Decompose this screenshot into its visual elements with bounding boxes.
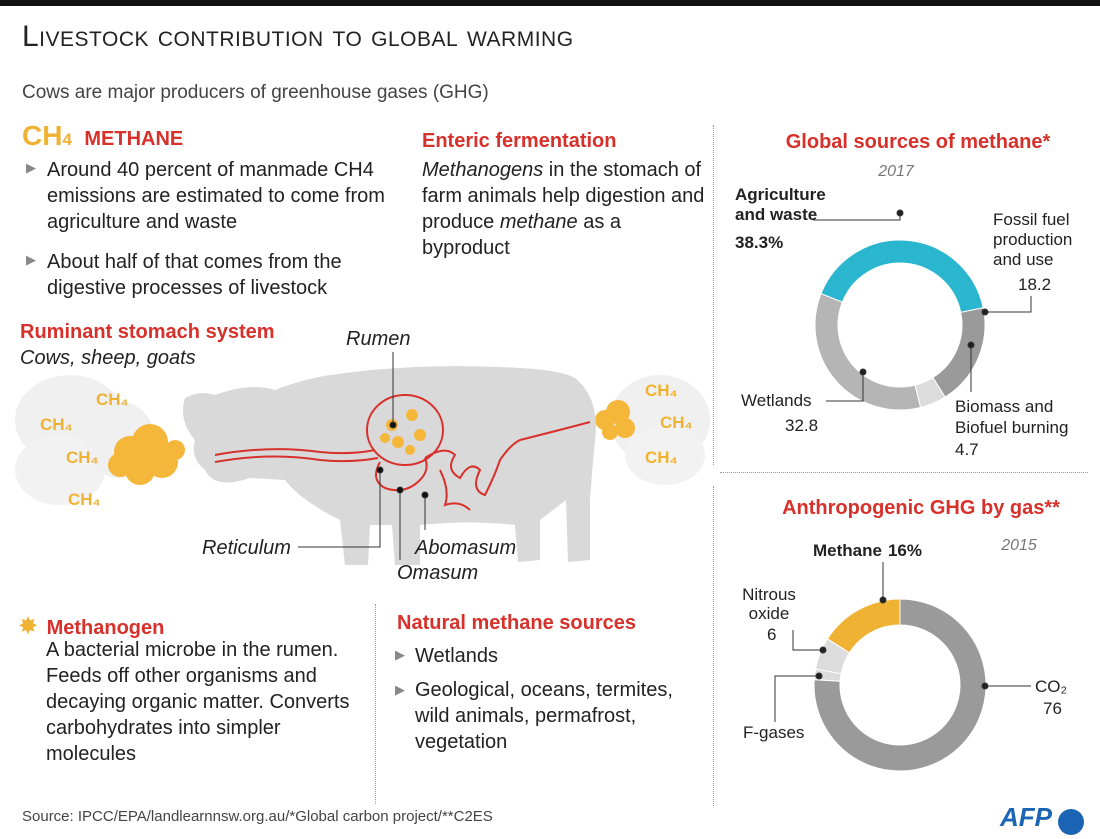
chart1-slice-wetlands — [815, 294, 921, 410]
ch4-symbol: CH — [22, 120, 63, 151]
chart1-value-fossil: 18.2 — [1018, 275, 1052, 294]
methane-heading: METHANE — [84, 128, 184, 150]
enteric-word-methane: methane — [499, 211, 578, 233]
divider-horizontal — [720, 472, 1088, 473]
enteric-heading: Enteric fermentation — [422, 130, 617, 152]
chart2-label-nitrous: Nitrous oxide — [742, 585, 796, 623]
bullet-arrow-icon: ▶ — [395, 682, 405, 697]
methanogen-heading: Methanogen — [46, 617, 165, 639]
reticulum-dot — [377, 467, 383, 473]
afp-logo — [1000, 802, 1084, 835]
afp-logo-text: AFP — [1000, 802, 1052, 832]
omasum-dot — [397, 487, 403, 493]
chart1-slice-agriculture-and-waste — [821, 240, 983, 312]
ch4-label: CH₄ — [660, 413, 693, 432]
enteric-text-2: as a byproduct — [422, 211, 622, 259]
chart1-value-wetlands: 32.8 — [785, 416, 819, 435]
ruminant-heading: Ruminant stomach system — [20, 321, 275, 343]
source-note: Source: IPCC/EPA/landlearnnsw.org.au/*Global carbon project/**C2ES — [22, 808, 493, 825]
chart-ghg-by-gas — [713, 490, 1100, 820]
chart1-slice-fossil-fuel-production-and-use — [933, 308, 985, 397]
chart1-leader-agriculture — [813, 213, 900, 220]
afp-logo-dot — [1058, 809, 1084, 835]
enteric-word-methanogens: Methanogens — [422, 159, 544, 181]
chart2-title: Anthropogenic GHG by gas** — [782, 497, 1060, 519]
chart1-label-agriculture-line2: and waste — [735, 205, 818, 224]
page-subtitle: Cows are major producers of greenhouse gases (GHG) — [22, 82, 489, 103]
chart2-label-methane: Methane 16% — [813, 541, 922, 560]
abomasum-dot — [422, 492, 428, 498]
chart2-value-nitrous: 6 — [767, 625, 777, 644]
methane-bullet-1: Around 40 percent of manmade CH4 emissions are estimated to come from agriculture and waste — [47, 159, 385, 233]
rumen-label: Rumen — [346, 328, 411, 350]
chart1-label-wetlands: Wetlands — [741, 391, 812, 410]
chart2-label-fgases: F-gases — [743, 723, 805, 742]
chart2-value-co2: 76 — [1043, 699, 1062, 718]
ruminant-subheading: Cows, sheep, goats — [20, 347, 196, 369]
ch4-label: CH₄ — [96, 390, 129, 409]
chart2-label-co2: CO₂ — [1035, 677, 1068, 696]
omasum-label: Omasum — [397, 562, 479, 584]
reticulum-label: Reticulum — [202, 537, 291, 559]
chart2-slices — [814, 599, 986, 771]
chart1-label-fossil: Fossil fuel production and use — [993, 210, 1073, 269]
ch4-label: CH₄ — [645, 381, 678, 400]
chart1-label-agriculture — [735, 185, 826, 224]
methanogen-text: A bacterial microbe in the rumen. Feeds off other organisms and decaying organic matter. Converts carbohydrates into simpler molecules — [46, 639, 350, 765]
chart1-value-agriculture: 38.3% — [735, 233, 784, 252]
chart1-title: Global sources of methane* — [785, 131, 1051, 153]
natural-source-1: Wetlands — [415, 645, 499, 667]
ch4-label: CH₄ — [645, 448, 678, 467]
methane-bullet-2: About half of that comes from the digestive processes of livestock — [47, 251, 342, 299]
divider-vertical-lower — [375, 604, 376, 804]
chart1-value-biomass: 4.7 — [955, 440, 979, 459]
natural-source-2: Geological, oceans, termites, wild animals, permafrost, vegetation — [415, 679, 673, 753]
cow-silhouette — [183, 366, 596, 565]
enteric-text-1: in the stomach of farm animals help digestion and produce — [422, 159, 705, 233]
natural-sources-heading: Natural methane sources — [397, 612, 636, 634]
chart1-label-biomass: Biomass and Biofuel burning — [955, 397, 1069, 437]
chart1-slices — [815, 240, 985, 410]
chart-methane-sources — [713, 120, 1100, 470]
bullet-arrow-icon: ▶ — [395, 647, 405, 662]
page-title: Livestock contribution to global warming — [22, 20, 574, 53]
methanogen-star-icon: ✸ — [18, 613, 39, 640]
ch4-subscript: 4 — [62, 130, 72, 149]
chart2-subtitle: 2015 — [1001, 537, 1037, 554]
chart2-slice-methane — [827, 599, 900, 653]
bullet-arrow-icon: ▶ — [26, 160, 36, 175]
chart1-subtitle: 2017 — [878, 163, 914, 180]
bullet-arrow-icon: ▶ — [26, 252, 36, 267]
cow-illustration — [0, 0, 720, 600]
rumen-dot — [390, 422, 396, 428]
chart2-leader-nitrous — [793, 630, 823, 650]
chart1-label-agriculture-line1: Agriculture — [735, 185, 826, 204]
ch4-label: CH₄ — [66, 448, 99, 467]
chart2-leader-fgases — [775, 676, 819, 722]
ch4-label: CH₄ — [68, 490, 101, 509]
ch4-label: CH₄ — [40, 415, 73, 434]
abomasum-label: Abomasum — [415, 537, 517, 559]
chart1-leader-fossil — [985, 296, 1031, 312]
